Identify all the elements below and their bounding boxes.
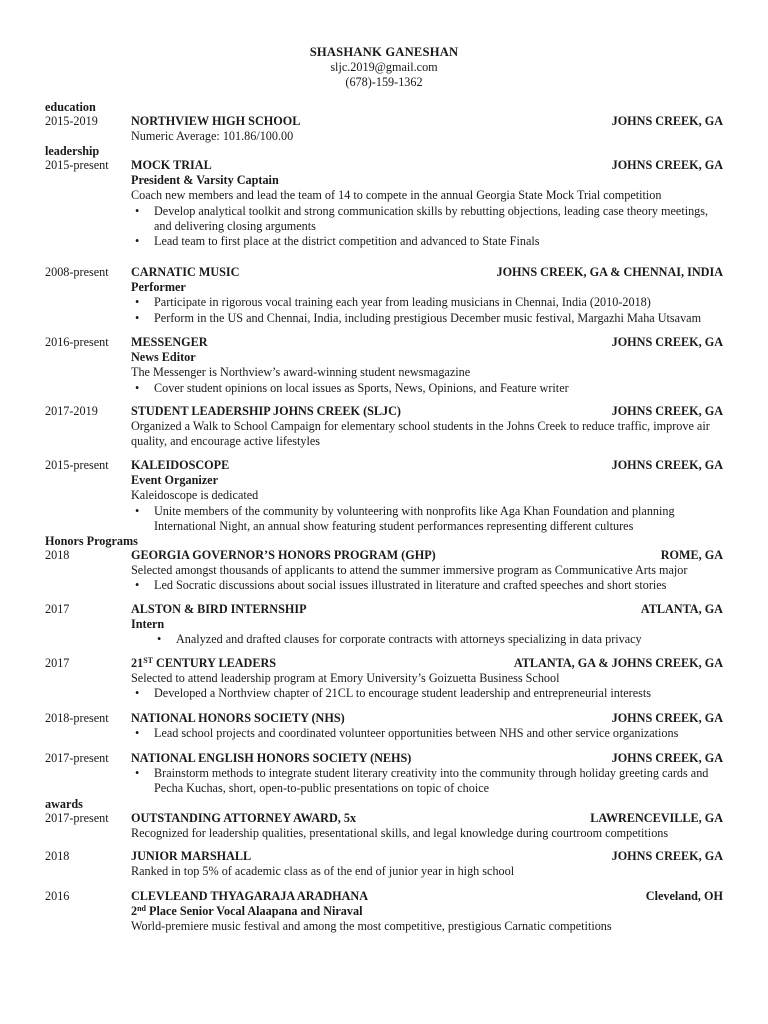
entry-messenger [45, 335, 723, 396]
entry-description: The Messenger is Northview’s award-winning student newsmagazine [131, 365, 471, 380]
entry-role: News Editor [131, 350, 196, 365]
bullet-item: • Participate in rigorous vocal training each year from leading musicians in Chennai, India (2010-2018) [131, 295, 723, 310]
entry-title: NORTHVIEW HIGH SCHOOL [131, 114, 301, 128]
entry-sljc [45, 404, 723, 450]
entry-location: JOHNS CREEK, GA [611, 849, 723, 863]
entry-title-row [131, 602, 723, 617]
entry-role: President & Varsity Captain [131, 173, 279, 188]
entry-description: Kaleidoscope is dedicated [131, 488, 259, 503]
entry-title: ALSTON & BIRD INTERNSHIP [131, 602, 307, 616]
role-superscript: nd [137, 904, 146, 914]
entry-ghp [45, 548, 723, 594]
entry-outstanding-attorney [45, 811, 723, 841]
entry-nhs [45, 711, 723, 741]
entry-date: 2018-present [45, 711, 109, 725]
entry-title: CARNATIC MUSIC [131, 265, 240, 279]
entry-21st-century-leaders [45, 656, 723, 702]
title-superscript: ST [143, 656, 153, 665]
entry-date: 2015-present [45, 158, 109, 172]
entry-kaleidoscope [45, 458, 723, 534]
entry-location: JOHNS CREEK, GA [611, 711, 723, 725]
entry-date: 2017-2019 [45, 404, 98, 418]
entry-location: ATLANTA, GA [640, 602, 723, 616]
entry-description: Selected to attend leadership program at Emory University’s Goizuetta Business School [131, 671, 560, 686]
entry-title-row [131, 458, 723, 473]
entry-title: MESSENGER [131, 335, 208, 349]
bullet-item: • Developed a Northview chapter of 21CL to encourage student leadership and entrepreneurial interests [131, 686, 723, 701]
entry-location: Cleveland, OH [645, 889, 723, 903]
entry-junior-marshall [45, 849, 723, 879]
entry-date: 2018 [45, 548, 70, 562]
section-honors-programs: Honors Programs [45, 534, 138, 548]
bullet-item: • Perform in the US and Chennai, India, including prestigious December music festival, Margazhi Maha Utsavam [131, 311, 723, 326]
entry-title: STUDENT LEADERSHIP JOHNS CREEK (SLJC) [131, 404, 401, 418]
entry-date: 2017 [45, 656, 70, 670]
entry-mock-trial [45, 158, 723, 249]
entry-title-row [131, 158, 723, 173]
entry-title: GEORGIA GOVERNOR’S HONORS PROGRAM (GHP) [131, 548, 436, 562]
email: sljc.2019@gmail.com [330, 60, 438, 74]
bullet-item: • Lead school projects and coordinated volunteer opportunities between NHS and other service organizations [131, 726, 723, 741]
entry-date: 2016-present [45, 335, 109, 349]
entry-description: World-premiere music festival and among the most competitive, prestigious Carnatic competitions [131, 919, 612, 934]
role-number: 2 [131, 904, 138, 919]
entry-description: Coach new members and lead the team of 14 to compete in the annual Georgia State Mock Trial competition [131, 188, 662, 203]
entry-date: 2017-present [45, 751, 109, 765]
entry-title-row [131, 404, 723, 419]
entry-title-row [131, 335, 723, 350]
entry-thyagaraja-aradhana [45, 889, 723, 935]
entry-location: ATLANTA, GA & JOHNS CREEK, GA [513, 656, 723, 670]
title-number: 21 [131, 656, 144, 670]
bullet-item: • Analyzed and drafted clauses for corporate contracts with attorneys specializing in data privacy [131, 632, 723, 647]
entry-description: Organized a Walk to School Campaign for elementary school students in the Johns Creek to reduce traffic, improve air quality, and encourage active lifestyles [131, 419, 710, 449]
entry-title: NATIONAL HONORS SOCIETY (NHS) [131, 711, 345, 725]
entry-carnatic-music [45, 265, 723, 326]
entry-title-row [131, 548, 723, 563]
entry-description: Recognized for leadership qualities, presentational skills, and legal knowledge during courtroom competitions [131, 826, 669, 841]
entry-location: JOHNS CREEK, GA [611, 158, 723, 172]
bullet-item: • Unite members of the community by volunteering with nonprofits like Aga Khan Foundation and planning International Night, an annual show featuring student performances representing different cultures [131, 504, 723, 534]
entry-location: JOHNS CREEK, GA [611, 335, 723, 349]
bullet-item: • Develop analytical toolkit and strong communication skills by rebutting objections, leading case theory meetings, and delivering closing arguments [131, 204, 723, 234]
entry-description: Ranked in top 5% of academic class as of the end of junior year in high school [131, 864, 515, 879]
entry-title-row [131, 656, 723, 671]
title-rest: CENTURY LEADERS [152, 656, 277, 670]
entry-title-row [131, 889, 723, 904]
entry-location: JOHNS CREEK, GA [611, 751, 723, 765]
entry-date: 2017 [45, 602, 70, 616]
bullet-item: • Lead team to first place at the district competition and advanced to State Finals [131, 234, 723, 249]
entry-title-row [131, 711, 723, 726]
section-education: education [45, 100, 96, 114]
entry-date: 2008-present [45, 265, 109, 279]
role-rest: Place Senior Vocal Alaapana and Niraval [146, 904, 363, 919]
entry-date: 2018 [45, 849, 70, 863]
resume-header [0, 45, 768, 90]
entry-title: JUNIOR MARSHALL [131, 849, 252, 863]
entry-northview [45, 114, 723, 144]
bullet-item: • Brainstorm methods to integrate student literary creativity into the community through holiday greeting cards and Pecha Kuchas, short, open-to-public presentations on topic of choice [131, 766, 723, 796]
entry-title-row [131, 751, 723, 766]
entry-location: JOHNS CREEK, GA [611, 458, 723, 472]
entry-title: OUTSTANDING ATTORNEY AWARD, 5x [131, 811, 357, 825]
phone: (678)-159-1362 [345, 75, 423, 89]
bullet-item: • Led Socratic discussions about social issues illustrated in literature and crafted speeches and short stories [131, 578, 723, 593]
entry-title-row [131, 265, 723, 280]
entry-role: Performer [131, 280, 186, 295]
entry-location: JOHNS CREEK, GA [611, 114, 723, 128]
entry-description: Numeric Average: 101.86/100.00 [131, 129, 294, 144]
entry-description: Selected amongst thousands of applicants to attend the summer immersive program as Communicative Arts major [131, 563, 688, 578]
entry-role: Event Organizer [131, 473, 218, 488]
entry-location: JOHNS CREEK, GA & CHENNAI, INDIA [496, 265, 723, 279]
entry-title-row [131, 811, 723, 826]
entry-title: NATIONAL ENGLISH HONORS SOCIETY (NEHS) [131, 751, 412, 765]
entry-title: MOCK TRIAL [131, 158, 212, 172]
candidate-name: SHASHANK GANESHAN [309, 45, 459, 59]
section-leadership: leadership [45, 144, 100, 158]
entry-title [131, 656, 276, 671]
entry-role: Intern [131, 617, 165, 632]
entry-role [131, 904, 723, 919]
entry-nehs [45, 751, 723, 797]
section-awards: awards [45, 797, 83, 811]
entry-location: ROME, GA [660, 548, 723, 562]
entry-date: 2015-2019 [45, 114, 98, 128]
entry-date: 2015-present [45, 458, 109, 472]
entry-title: KALEIDOSCOPE [131, 458, 230, 472]
entry-location: LAWRENCEVILLE, GA [590, 811, 723, 825]
entry-location: JOHNS CREEK, GA [611, 404, 723, 418]
entry-date: 2016 [45, 889, 70, 903]
entry-title: CLEVLEAND THYAGARAJA ARADHANA [131, 889, 369, 903]
entry-title-row [131, 114, 723, 129]
entry-date: 2017-present [45, 811, 109, 825]
bullet-item: • Cover student opinions on local issues as Sports, News, Opinions, and Feature writer [131, 381, 723, 396]
entry-alston-bird [45, 602, 723, 648]
entry-title-row [131, 849, 723, 864]
